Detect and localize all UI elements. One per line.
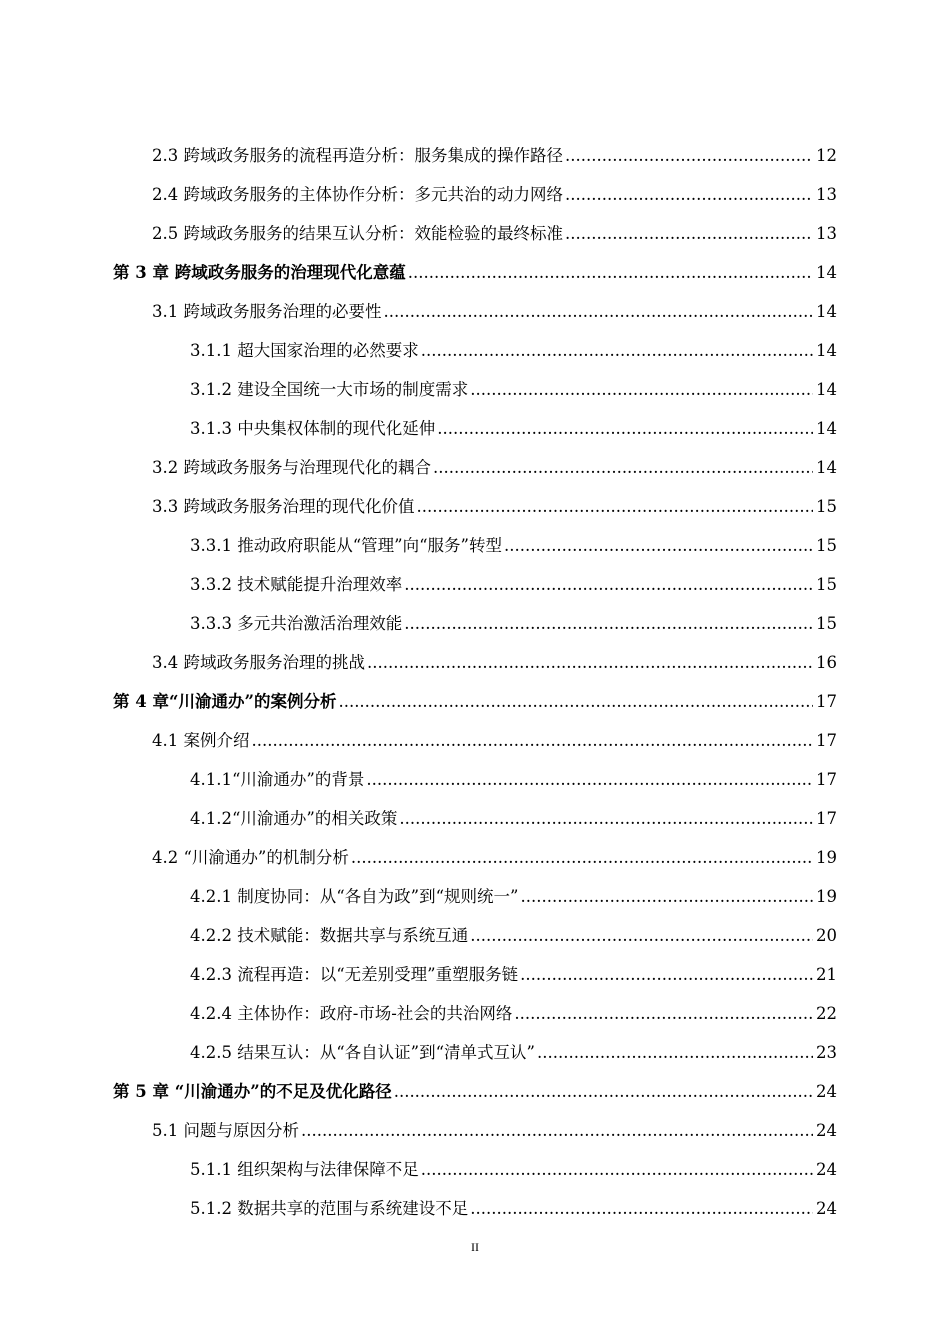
toc-entry-title: 3.2 跨域政务服务与治理现代化的耦合 bbox=[152, 457, 431, 477]
toc-section-entry[interactable] bbox=[0, 331, 950, 370]
toc-section-entry[interactable] bbox=[0, 877, 950, 916]
toc-section-entry[interactable] bbox=[0, 721, 950, 760]
toc-dot-leader bbox=[421, 341, 813, 361]
toc-entry-page: 19 bbox=[816, 886, 837, 906]
toc-entry-title: 第 4 章“川渝通办”的案例分析 bbox=[113, 691, 337, 711]
toc-section-entry[interactable] bbox=[0, 136, 950, 175]
toc-entry-page: 17 bbox=[816, 769, 837, 789]
toc-section-entry[interactable] bbox=[0, 760, 950, 799]
toc-section-entry[interactable] bbox=[0, 292, 950, 331]
toc-section-entry[interactable] bbox=[0, 214, 950, 253]
toc-section-entry[interactable] bbox=[0, 799, 950, 838]
toc-entry-page: 13 bbox=[816, 184, 837, 204]
toc-chapter-entry[interactable] bbox=[0, 682, 950, 721]
toc-section-entry[interactable] bbox=[0, 370, 950, 409]
toc-entry-title: 2.5 跨域政务服务的结果互认分析：效能检验的最终标准 bbox=[152, 223, 563, 243]
toc-section-entry[interactable] bbox=[0, 526, 950, 565]
toc-entry-title: 3.1.2 建设全国统一大市场的制度需求 bbox=[190, 379, 469, 399]
toc-entry-title: 4.1 案例介绍 bbox=[152, 730, 250, 750]
toc-entry-title: 第 5 章 “川渝通办”的不足及优化路径 bbox=[113, 1081, 392, 1101]
toc-dot-leader bbox=[565, 146, 813, 166]
toc-section-entry[interactable] bbox=[0, 487, 950, 526]
toc-section-entry[interactable] bbox=[0, 448, 950, 487]
toc-entry-page: 17 bbox=[816, 691, 837, 711]
toc-section-entry[interactable] bbox=[0, 838, 950, 877]
toc-dot-leader bbox=[421, 1160, 813, 1180]
toc-entry-page: 14 bbox=[816, 262, 837, 282]
toc-entry-title: 5.1.1 组织架构与法律保障不足 bbox=[190, 1159, 419, 1179]
toc-entry-page: 14 bbox=[816, 379, 837, 399]
toc-entry-page: 14 bbox=[816, 340, 837, 360]
toc-entry-page: 14 bbox=[816, 301, 837, 321]
toc-section-entry[interactable] bbox=[0, 1111, 950, 1150]
toc-entry-title: 第 3 章 跨域政务服务的治理现代化意蕴 bbox=[113, 262, 406, 282]
toc-entry-title: 4.2.4 主体协作：政府-市场-社会的共治网络 bbox=[190, 1003, 513, 1023]
toc-entry-page: 24 bbox=[816, 1159, 837, 1179]
toc-dot-leader bbox=[394, 1082, 813, 1102]
toc-entry-title: 4.2.2 技术赋能：数据共享与系统互通 bbox=[190, 925, 469, 945]
toc-section-entry[interactable] bbox=[0, 994, 950, 1033]
toc-dot-leader bbox=[514, 1004, 813, 1024]
toc-entry-page: 15 bbox=[816, 496, 837, 516]
toc-section-entry[interactable] bbox=[0, 1189, 950, 1228]
toc-entry-title: 3.3.1 推动政府职能从“管理”向“服务”转型 bbox=[190, 535, 502, 555]
toc-entry-title: 4.2.5 结果互认：从“各自认证”到“清单式互认” bbox=[190, 1042, 535, 1062]
toc-section-entry[interactable] bbox=[0, 643, 950, 682]
toc-entry-page: 24 bbox=[816, 1081, 837, 1101]
toc-entry-page: 23 bbox=[816, 1042, 837, 1062]
toc-dot-leader bbox=[384, 302, 814, 322]
toc-entry-page: 24 bbox=[816, 1198, 837, 1218]
toc-dot-leader bbox=[408, 263, 813, 283]
page-number: II bbox=[471, 1240, 479, 1254]
toc-entry-page: 16 bbox=[816, 652, 837, 672]
toc-dot-leader bbox=[404, 614, 813, 634]
toc-dot-leader bbox=[417, 497, 814, 517]
toc-section-entry[interactable] bbox=[0, 1150, 950, 1189]
toc-dot-leader bbox=[301, 1121, 813, 1141]
toc-entry-page: 21 bbox=[816, 964, 837, 984]
toc-entry-page: 14 bbox=[816, 418, 837, 438]
toc-entry-title: 4.2.3 流程再造：以“无差别受理”重塑服务链 bbox=[190, 964, 519, 984]
toc-entry-title: 4.1.2“川渝通办”的相关政策 bbox=[190, 808, 398, 828]
toc-section-entry[interactable] bbox=[0, 955, 950, 994]
toc-entry-page: 14 bbox=[816, 457, 837, 477]
toc-chapter-entry[interactable] bbox=[0, 1072, 950, 1111]
toc-dot-leader bbox=[399, 809, 813, 829]
toc-entry-title: 5.1 问题与原因分析 bbox=[152, 1120, 299, 1140]
toc-dot-leader bbox=[437, 419, 813, 439]
toc-entry-page: 15 bbox=[816, 613, 837, 633]
toc-entry-page: 24 bbox=[816, 1120, 837, 1140]
toc-entry-page: 15 bbox=[816, 574, 837, 594]
toc-entry-title: 3.3.3 多元共治激活治理效能 bbox=[190, 613, 403, 633]
table-of-contents bbox=[0, 136, 950, 1228]
toc-entry-page: 17 bbox=[816, 730, 837, 750]
toc-entry-page: 20 bbox=[816, 925, 837, 945]
toc-section-entry[interactable] bbox=[0, 175, 950, 214]
toc-dot-leader bbox=[520, 887, 813, 907]
toc-section-entry[interactable] bbox=[0, 1033, 950, 1072]
toc-dot-leader bbox=[433, 458, 813, 478]
toc-entry-page: 17 bbox=[816, 808, 837, 828]
toc-chapter-entry[interactable] bbox=[0, 253, 950, 292]
toc-entry-title: 3.4 跨域政务服务治理的挑战 bbox=[152, 652, 365, 672]
toc-entry-page: 19 bbox=[816, 847, 837, 867]
toc-entry-title: 4.2.1 制度协同：从“各自为政”到“规则统一” bbox=[190, 886, 519, 906]
toc-dot-leader bbox=[537, 1043, 813, 1063]
toc-dot-leader bbox=[252, 731, 814, 751]
toc-dot-leader bbox=[367, 653, 813, 673]
toc-dot-leader bbox=[470, 380, 813, 400]
toc-dot-leader bbox=[470, 926, 813, 946]
toc-entry-title: 3.3.2 技术赋能提升治理效率 bbox=[190, 574, 403, 594]
toc-entry-title: 2.4 跨域政务服务的主体协作分析：多元共治的动力网络 bbox=[152, 184, 563, 204]
toc-entry-title: 2.3 跨域政务服务的流程再造分析：服务集成的操作路径 bbox=[152, 145, 563, 165]
toc-dot-leader bbox=[504, 536, 813, 556]
toc-dot-leader bbox=[565, 185, 813, 205]
toc-entry-page: 13 bbox=[816, 223, 837, 243]
toc-entry-title: 3.3 跨域政务服务治理的现代化价值 bbox=[152, 496, 415, 516]
toc-entry-page: 15 bbox=[816, 535, 837, 555]
toc-dot-leader bbox=[366, 770, 813, 790]
toc-dot-leader bbox=[565, 224, 813, 244]
toc-entry-title: 4.1.1“川渝通办”的背景 bbox=[190, 769, 365, 789]
toc-section-entry[interactable] bbox=[0, 604, 950, 643]
toc-dot-leader bbox=[470, 1199, 813, 1219]
toc-entry-title: 5.1.2 数据共享的范围与系统建设不足 bbox=[190, 1198, 469, 1218]
toc-dot-leader bbox=[520, 965, 813, 985]
toc-entry-page: 12 bbox=[816, 145, 837, 165]
toc-section-entry[interactable] bbox=[0, 565, 950, 604]
toc-section-entry[interactable] bbox=[0, 916, 950, 955]
toc-section-entry[interactable] bbox=[0, 409, 950, 448]
toc-dot-leader bbox=[404, 575, 813, 595]
toc-entry-title: 3.1.3 中央集权体制的现代化延伸 bbox=[190, 418, 436, 438]
toc-dot-leader bbox=[338, 692, 813, 712]
toc-entry-page: 22 bbox=[816, 1003, 837, 1023]
toc-entry-title: 3.1 跨域政务服务治理的必要性 bbox=[152, 301, 382, 321]
toc-dot-leader bbox=[351, 848, 813, 868]
toc-entry-title: 3.1.1 超大国家治理的必然要求 bbox=[190, 340, 419, 360]
toc-entry-title: 4.2 “川渝通办”的机制分析 bbox=[152, 847, 349, 867]
